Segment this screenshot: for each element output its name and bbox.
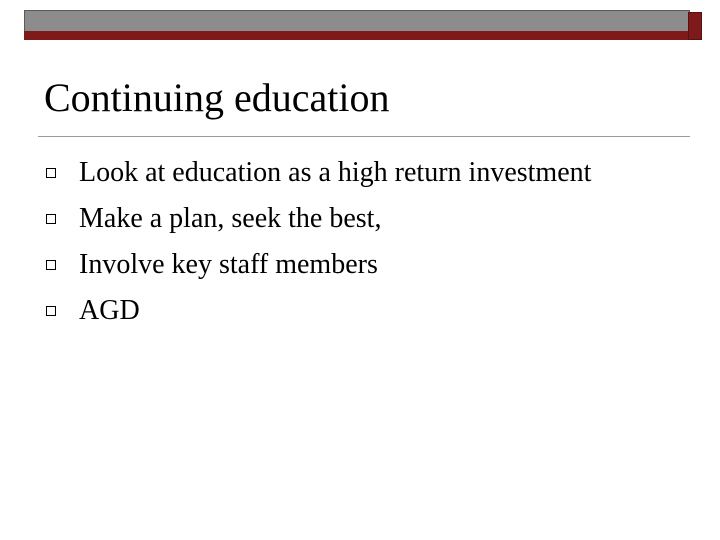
hollow-square-icon bbox=[46, 214, 56, 224]
accent-rule bbox=[24, 31, 688, 40]
bullet-text: Make a plan, seek the best, bbox=[79, 203, 382, 234]
hollow-square-icon bbox=[46, 168, 56, 178]
bullet-item bbox=[44, 150, 591, 196]
header-band bbox=[24, 10, 690, 33]
accent-block bbox=[688, 12, 702, 40]
bullet-text: Look at education as a high return investment bbox=[79, 157, 592, 188]
slide-title: Continuing education bbox=[44, 75, 390, 120]
hollow-square-icon bbox=[46, 306, 56, 316]
bullet-item bbox=[44, 288, 591, 334]
bullet-text: AGD bbox=[79, 295, 140, 326]
hollow-square-icon bbox=[46, 260, 56, 270]
bullet-text: Involve key staff members bbox=[79, 249, 378, 280]
bullet-list bbox=[44, 150, 591, 334]
bullet-item bbox=[44, 242, 591, 288]
bullet-item bbox=[44, 196, 591, 242]
title-divider bbox=[38, 136, 690, 137]
